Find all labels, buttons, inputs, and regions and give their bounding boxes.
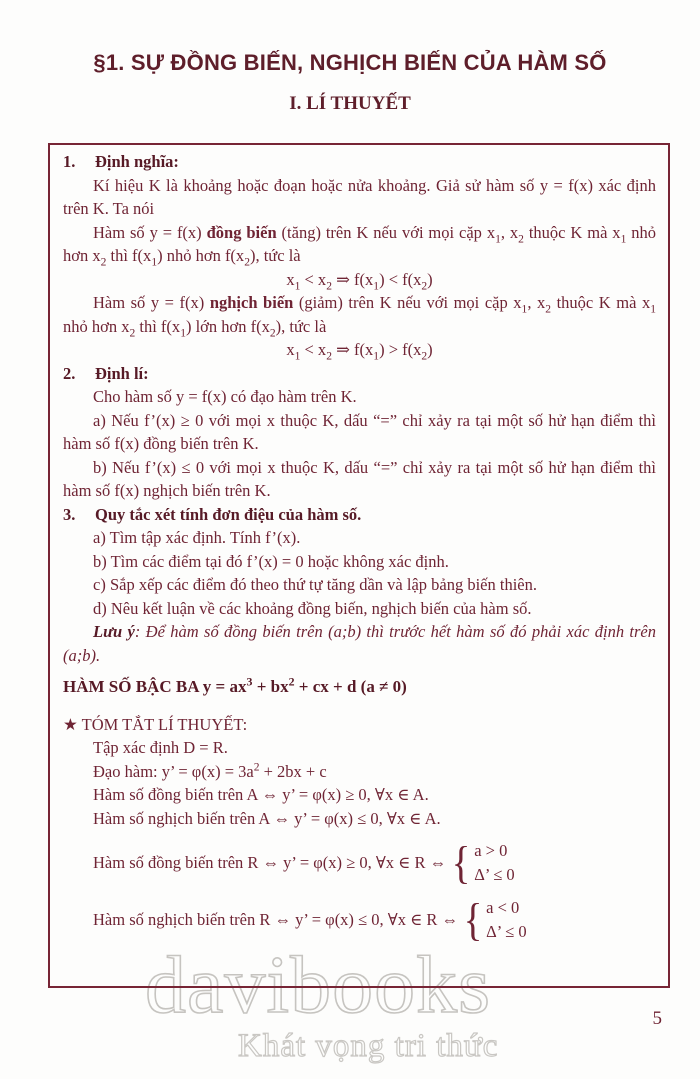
text-line: Hàm số y = f(x) nghịch biến (giảm) trên K nếu với mọi cặp $x_1$, $x_2$ thuộc K mà $x_1$ nhỏ hơn $x_2$ thì $f(x_1)$ lớn hơn $f(x_2)$, tức là bbox=[63, 293, 657, 339]
text-line: Hàm số đồng biến trên A ⇔ y’ = φ(x) ≥ 0, ∀x ∈ A. bbox=[93, 785, 429, 804]
condition-bottom: Δ’ ≤ 0 bbox=[486, 922, 527, 941]
formula-text: Hàm số đồng biến trên R ⇔ y’ = φ(x) ≥ 0, ∀x ∈ R ⇔ bbox=[93, 853, 447, 873]
text-line: Đạo hàm: y’ = $\varphi(x) = 3a^2 + 2bx + c$ bbox=[93, 761, 327, 781]
text-line: Hàm số y = f(x) đồng biến (tăng) trên K nếu với mọi cặp $x_1$, $x_2$ thuộc K mà $x_1$ nhỏ hơn $x_2$ thì $f(x_1)$ nhỏ hơn $f(x_2)$, tức là bbox=[63, 222, 657, 269]
theory-content bbox=[63, 150, 656, 944]
text-line: d) Nêu kết luận về các khoảng đồng biến, nghịch biến của hàm số. bbox=[93, 598, 532, 618]
item-heading: Quy tắc xét tính đơn điệu của hàm số. bbox=[95, 504, 362, 524]
formula-text: Hàm số nghịch biến trên R ⇔ y’ = φ(x) ≤ 0, ∀x ∈ R ⇔ bbox=[93, 910, 459, 930]
item-number: 3. bbox=[63, 504, 76, 524]
text-line bbox=[63, 362, 656, 386]
text-line bbox=[63, 896, 656, 944]
condition-top: a > 0 bbox=[474, 841, 508, 860]
page-title: §1. SỰ ĐỒNG BIẾN, NGHỊCH BIẾN CỦA HÀM SỐ bbox=[93, 50, 607, 75]
brace-glyph: { bbox=[463, 894, 483, 945]
page-number: 5 bbox=[652, 1008, 662, 1029]
text-line bbox=[63, 839, 656, 887]
text-line: Cho hàm số y = f(x) có đạo hàm trên K. bbox=[93, 387, 357, 406]
text-line: $x_1 < x_2$ ⇒ $f(x_1) > f(x_2)$ bbox=[286, 340, 433, 363]
condition-bottom: Δ’ ≤ 0 bbox=[474, 865, 515, 884]
section-heading: I. LÍ THUYẾT bbox=[289, 93, 411, 114]
item-heading: Định lí: bbox=[95, 363, 149, 383]
text-line: Kí hiệu K là khoảng hoặc đoạn hoặc nửa khoảng. Giả sử hàm số y = f(x) xác định trên K. Ta nói bbox=[63, 175, 656, 218]
brace-glyph: { bbox=[451, 837, 471, 888]
theory-box bbox=[48, 143, 670, 988]
text-line: Tập xác định D = R. bbox=[93, 738, 228, 757]
condition-stack bbox=[474, 839, 514, 887]
text-line: b) Nếu f’(x) ≤ 0 với mọi x thuộc K, dấu “=” chỉ xảy ra tại một số hử hạn điểm thì hàm số f(x) nghịch biến trên K. bbox=[63, 457, 656, 500]
text-line: Lưu ý: Để hàm số đồng biến trên (a;b) thì trước hết hàm số đó phải xác định trên (a;b). bbox=[63, 622, 657, 665]
text-line: HÀM SỐ BẬC BA $y = ax^3 + bx^2$ + cx + d (a ≠ 0) bbox=[63, 674, 407, 696]
text-line: $x_1 < x_2$ ⇒ $f(x_1) < f(x_2)$ bbox=[286, 269, 433, 292]
item-heading: Định nghĩa: bbox=[95, 152, 179, 171]
watermark-brand: davibooks bbox=[145, 939, 492, 1030]
item-number: 2. bbox=[63, 363, 76, 383]
condition-stack bbox=[486, 896, 526, 944]
text-line: b) Tìm các điểm tại đó f’(x) = 0 hoặc không xác định. bbox=[93, 551, 449, 571]
text-line: a) Nếu f’(x) ≥ 0 với mọi x thuộc K, dấu “=” chỉ xảy ra tại một số hử hạn điểm thì hàm số f(x) đồng biến trên K. bbox=[63, 410, 656, 453]
text-line: Hàm số nghịch biến trên A ⇔ y’ = φ(x) ≤ 0, ∀x ∈ A. bbox=[93, 808, 441, 828]
condition-top: a < 0 bbox=[486, 898, 520, 917]
text-line: c) Sắp xếp các điểm đó theo thứ tự tăng dần và lập bảng biến thiên. bbox=[93, 575, 538, 594]
text-line: a) Tìm tập xác định. Tính f’(x). bbox=[93, 528, 301, 547]
item-number: 1. bbox=[63, 152, 76, 171]
text-line: ★ TÓM TẮT LÍ THUYẾT: bbox=[63, 714, 248, 734]
watermark-tagline: Khát vọng tri thức bbox=[238, 1028, 499, 1064]
text-line bbox=[63, 150, 656, 174]
text-line bbox=[63, 503, 656, 527]
